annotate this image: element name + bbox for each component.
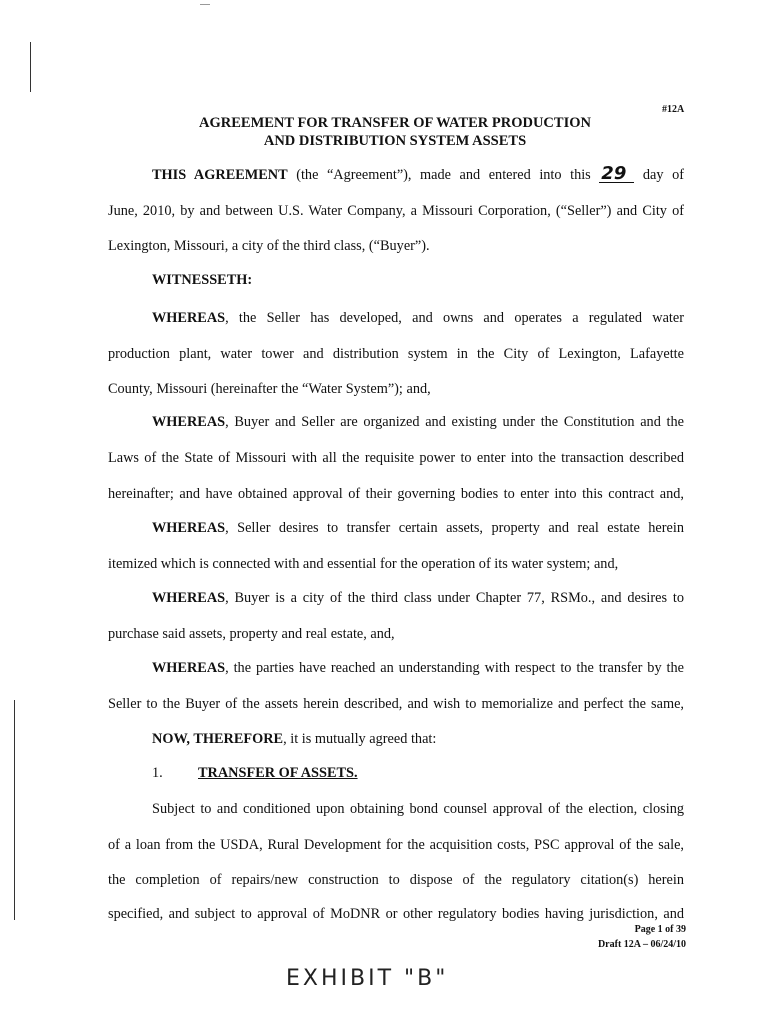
agreement-lead: THIS AGREEMENT: [152, 167, 288, 183]
intro-line-2: June, 2010, by and between U.S. Water Company, a Missouri Corporation, (“Seller”) and City of: [108, 203, 684, 219]
title-line-1: AGREEMENT FOR TRANSFER OF WATER PRODUCTION: [199, 115, 591, 131]
scan-mark-top-edge: [200, 4, 210, 5]
whereas-1-text: , the Seller has developed, and owns and operates a regulated water: [225, 310, 684, 326]
whereas-1-line-3: County, Missouri (hereinafter the “Water System”); and,: [108, 381, 431, 397]
section-1-title: TRANSFER OF ASSETS.: [198, 765, 358, 781]
intro-line-1: [152, 163, 684, 184]
whereas-4-line-2: purchase said assets, property and real estate, and,: [108, 626, 395, 642]
document-tag: #12A: [662, 104, 685, 115]
section-1-line-4: specified, and subject to approval of MoDNR or other regulatory bodies having jurisdiction, and: [108, 906, 684, 922]
whereas-4-line-1: [152, 590, 684, 607]
draft-label: Draft 12A – 06/24/10: [597, 939, 686, 950]
section-1-line-1: Subject to and conditioned upon obtaining bond counsel approval of the election, closing: [152, 801, 684, 817]
intro-lead-rest: (the “Agreement”), made and entered into this: [287, 167, 600, 183]
handwritten-exhibit-label: EXHIBIT "B": [286, 966, 449, 991]
whereas-label: WHEREAS: [152, 590, 226, 606]
whereas-label: WHEREAS: [152, 414, 226, 430]
section-1-line-3: the completion of repairs/new construction to dispose of the regulatory citation(s) herein: [108, 872, 684, 888]
title-line-2: AND DISTRIBUTION SYSTEM ASSETS: [263, 133, 527, 149]
whereas-4-text: , Buyer is a city of the third class under Chapter 77, RSMo., and desires to: [225, 590, 684, 606]
whereas-2-text: , Buyer and Seller are organized and existing under the Constitution and the: [225, 414, 684, 430]
whereas-label: WHEREAS: [152, 310, 226, 326]
witnesseth-heading: WITNESSETH:: [152, 272, 253, 288]
handwritten-day: 29: [599, 166, 634, 183]
whereas-3-line-1: [152, 520, 684, 537]
scan-mark-left: [14, 700, 15, 920]
intro-line-3: Lexington, Missouri, a city of the third class, (“Buyer”).: [108, 238, 430, 254]
section-1-number: 1.: [152, 765, 163, 781]
section-1-heading: [152, 765, 684, 782]
whereas-label: WHEREAS: [152, 520, 226, 536]
whereas-3-line-2: itemized which is connected with and essential for the operation of its water system; and,: [108, 556, 619, 572]
whereas-5-text: , the parties have reached an understanding with respect to the transfer by the: [225, 660, 684, 676]
section-1-line-2: of a loan from the USDA, Rural Development for the acquisition costs, PSC approval of the sale,: [108, 837, 684, 853]
intro-day-suffix: day of: [634, 167, 684, 183]
whereas-1-line-2: production plant, water tower and distribution system in the City of Lexington, Lafayette: [108, 346, 684, 362]
scan-mark-top: [30, 42, 31, 92]
now-therefore-text: , it is mutually agreed that:: [283, 731, 437, 747]
now-therefore-line: [152, 731, 684, 748]
whereas-3-text: , Seller desires to transfer certain assets, property and real estate herein: [225, 520, 684, 536]
page-number: Page 1 of 39: [634, 924, 686, 935]
whereas-2-line-1: [152, 414, 684, 431]
whereas-2-line-3: hereinafter; and have obtained approval of their governing bodies to enter into this contract and,: [108, 486, 684, 502]
whereas-1-line-1: [152, 310, 684, 327]
now-therefore-label: NOW, THEREFORE: [152, 731, 284, 747]
whereas-label: WHEREAS: [152, 660, 226, 676]
whereas-2-line-2: Laws of the State of Missouri with all the requisite power to enter into the transaction described: [108, 450, 684, 466]
whereas-5-line-1: [152, 660, 684, 677]
whereas-5-line-2: Seller to the Buyer of the assets herein described, and wish to memorialize and perfect the same,: [108, 696, 684, 712]
